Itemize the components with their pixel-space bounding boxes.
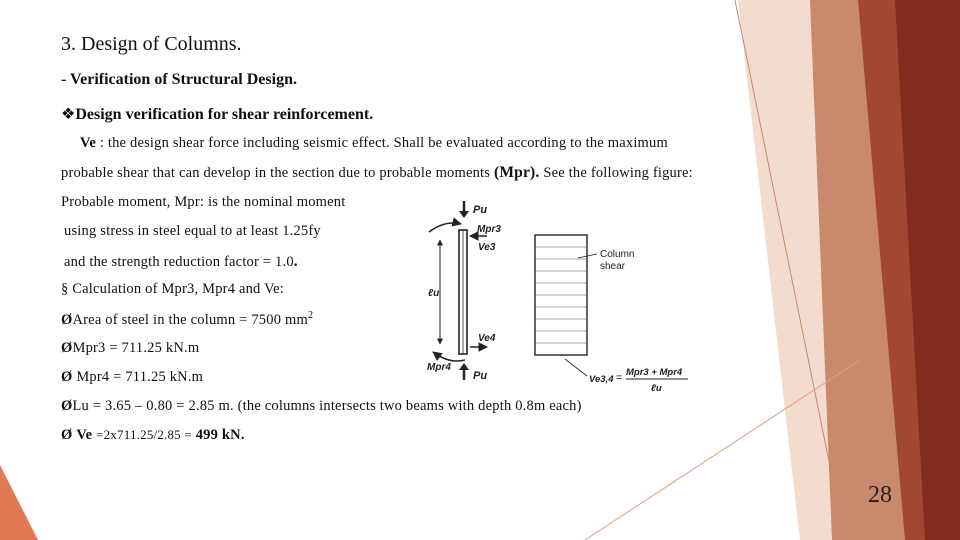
ve-definition-text: : the design shear force including seismic effect. Shall be evaluated according to the maximum — [99, 135, 668, 151]
mpr4-text: Mpr4 = 711.25 kN.m — [76, 369, 204, 385]
column-shear-label-2: shear — [600, 261, 626, 272]
see-figure-text: See the following figure: — [543, 165, 693, 181]
steel-stress-line: using stress in steel equal to at least 1.25fy — [64, 223, 321, 239]
ve-result-formula: =2x711.25/2.85 = — [96, 427, 192, 442]
slide-subtitle: - Verification of Structural Design. — [61, 71, 297, 88]
reduction-factor-line — [64, 253, 298, 271]
probable-shear-line — [61, 164, 693, 182]
arrow-bullet-icon: Ø — [61, 427, 73, 443]
column-shear-diagram — [535, 235, 587, 355]
ve34-leader — [565, 359, 587, 376]
probable-shear-text: probable shear that can develop in the section due to probable moments — [61, 165, 491, 181]
slide-title: 3. Design of Columns. — [61, 33, 242, 55]
column-shear-figure — [415, 192, 705, 404]
ve34-label: Ve3,4 — [589, 374, 614, 385]
mpr3-moment-arc — [429, 223, 461, 232]
section-heading-text: Design verification for shear reinforcement. — [75, 106, 374, 123]
arrow-bullet-icon: Ø — [61, 398, 73, 414]
mpr-symbol: (Mpr). — [493, 164, 540, 181]
formula-numerator: Mpr3 + Mpr4 — [626, 367, 683, 378]
mpr4-label: Mpr4 — [427, 362, 451, 373]
ve4-label: Ve4 — [478, 333, 496, 344]
bottom-axial-load-arrow — [459, 363, 469, 380]
pu-bottom-label: Pu — [473, 370, 488, 382]
lu-text: Lu = 3.65 – 0.80 = 2.85 m. (the columns intersects two beams with depth 0.8m each) — [72, 398, 582, 414]
reduction-factor-text: and the strength reduction factor = 1.0 — [64, 254, 294, 270]
section-heading — [61, 104, 373, 124]
mpr3-label: Mpr3 — [477, 224, 501, 235]
column-shear-label-1: Column — [600, 249, 635, 260]
reduction-factor-dot: . — [293, 253, 298, 270]
steel-area-line — [61, 310, 313, 329]
lu-label: ℓu — [428, 288, 440, 299]
mpr3-text: Mpr3 = 711.25 kN.m — [72, 340, 200, 356]
page-number: 28 — [868, 482, 892, 508]
arrow-bullet-icon: Ø — [61, 311, 73, 328]
ve-symbol: Ve — [80, 135, 96, 151]
ve-definition-line — [80, 135, 668, 152]
steel-area-exponent: 2 — [307, 310, 314, 321]
diamond-bullet-icon: ❖ — [61, 106, 76, 123]
ve3-label: Ve3 — [478, 242, 496, 253]
arrow-bullet-icon: Ø — [61, 340, 73, 356]
ve-result-value: 499 kN. — [195, 427, 245, 443]
probable-moment-line: Probable moment, Mpr: is the nominal moment — [61, 194, 346, 210]
formula-equals: = — [616, 372, 623, 384]
ve-result-line — [61, 427, 245, 444]
calculation-line — [61, 281, 284, 298]
arrow-bullet-icon: Ø — [61, 369, 73, 385]
mpr4-line — [61, 369, 203, 386]
square-bullet-icon: § — [61, 281, 69, 297]
steel-area-text: Area of steel in the column = 7500 mm — [72, 311, 308, 328]
mpr3-line — [61, 340, 199, 357]
formula-denominator: ℓu — [651, 383, 662, 394]
ve-result-symbol: Ve — [76, 427, 93, 443]
pu-top-label: Pu — [473, 204, 488, 216]
top-axial-load-arrow — [459, 201, 469, 218]
calculation-text: Calculation of Mpr3, Mpr4 and Ve: — [72, 281, 284, 297]
